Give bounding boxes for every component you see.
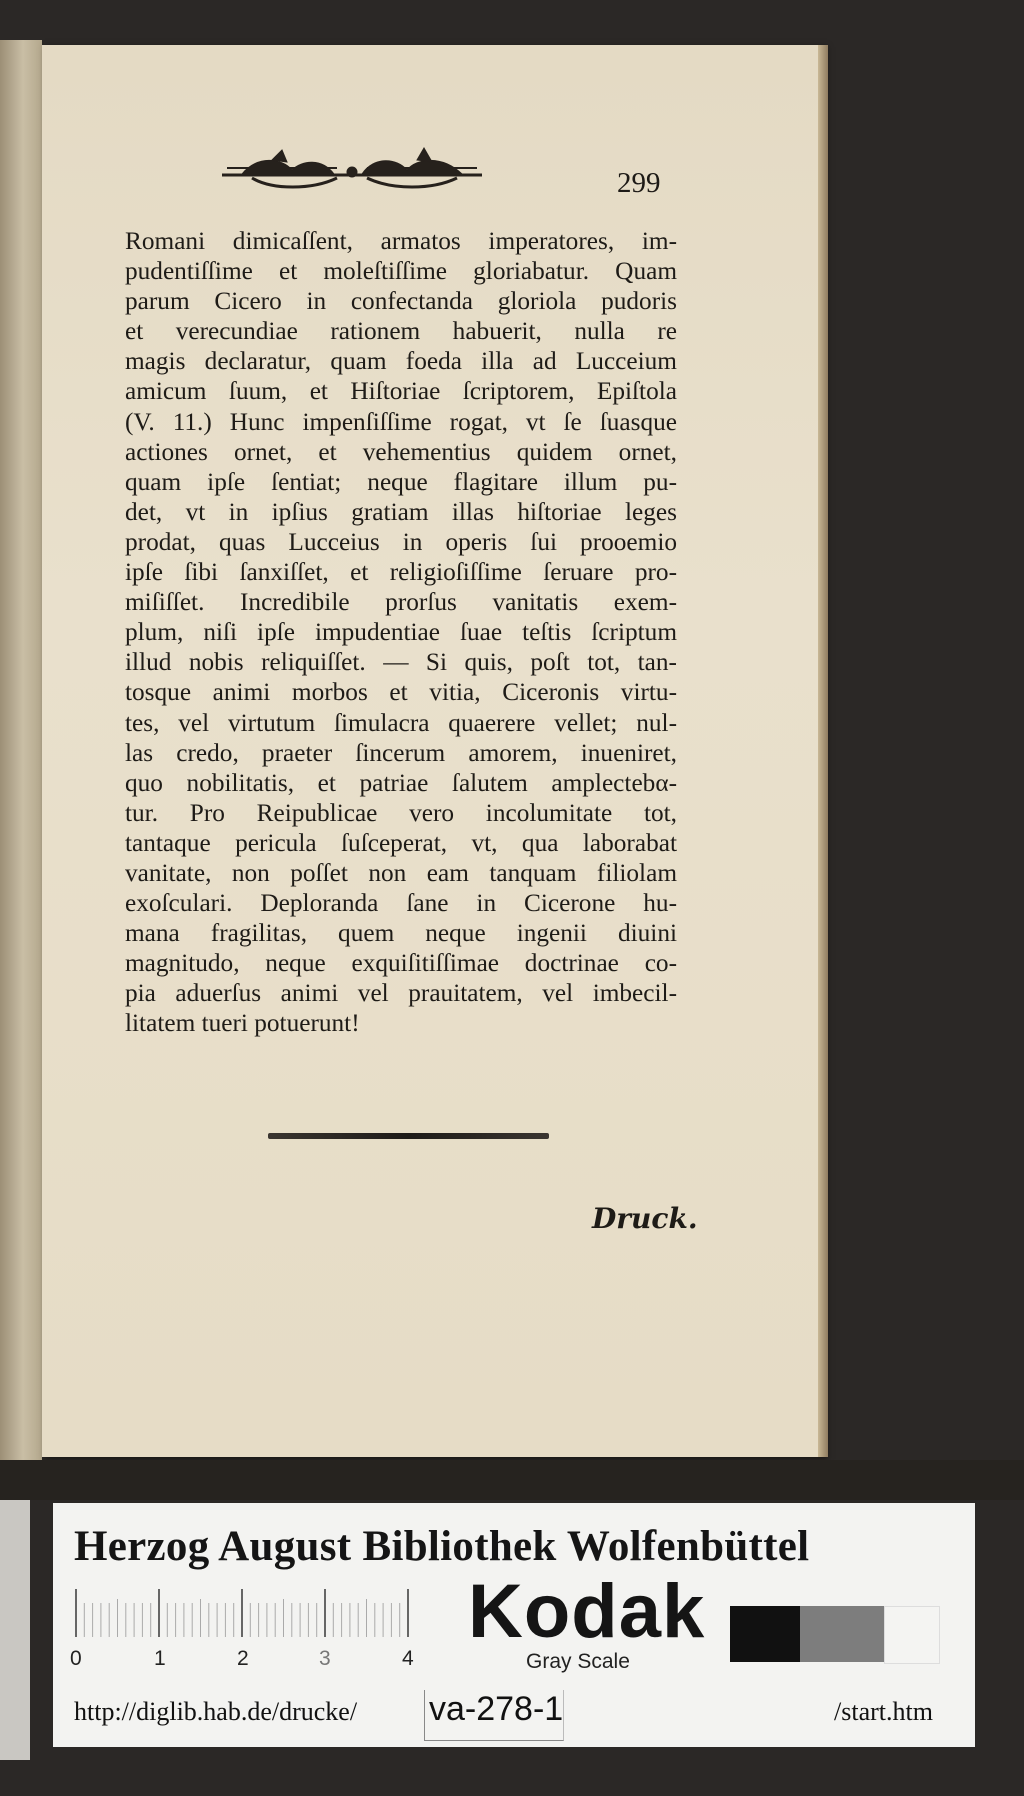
text-line: actiones ornet, et vehementius quidem ornet,	[125, 437, 677, 466]
ruler-label: 2	[237, 1647, 249, 1670]
page-number: 299	[617, 167, 661, 199]
ruler-label: 4	[402, 1647, 414, 1670]
text-line: tur. Pro Reipublicae vero incolumitate tot,	[125, 798, 677, 827]
text-line: tantaque pericula ſuſceperat, vt, qua laborabat	[125, 828, 677, 857]
text-line: ipſe ſibi ſanxiſſet, et religioſiſſime ſeruare pro-	[125, 558, 677, 587]
measurement-ruler	[74, 1585, 446, 1641]
text-line: miſiſſet. Incredibile prorſus vanitatis exem-	[125, 588, 677, 617]
text-line: litatem tueri potuerunt!	[125, 1009, 360, 1038]
facing-page-edge	[0, 40, 42, 1460]
shelfmark: va-278-1	[429, 1690, 564, 1728]
card-edge	[0, 1500, 30, 1760]
text-line: parum Cicero in confectanda gloriola pudoris	[125, 287, 677, 316]
text-line: amicum ſuum, et Hiſtoriae ſcriptorem, Epiſtola	[125, 377, 677, 406]
text-line: las credo, praeter ſincerum amorem, inueniret,	[125, 738, 677, 767]
printers-ornament	[212, 130, 492, 200]
kodak-logo: Kodak	[468, 1569, 706, 1654]
catchword: Druck.	[592, 1202, 698, 1235]
library-name: Herzog August Bibliothek Wolfenbüttel	[74, 1523, 810, 1570]
body-text	[125, 226, 677, 1039]
text-line: (V. 11.) Hunc impenſiſſime rogat, vt ſe ſuasque	[125, 407, 677, 436]
text-line: mana fragilitas, quem neque ingenii diuini	[125, 919, 677, 948]
ruler-label: 3	[319, 1647, 331, 1670]
scanner-background	[0, 1460, 1024, 1500]
text-line: vanitate, non poſſet non eam tanquam filiolam	[125, 858, 677, 887]
text-line: tes, vel virtutum ſimulacra quaerere vellet; nul-	[125, 708, 677, 737]
text-line: magnitudo, neque exquiſitiſſimae doctrinae co-	[125, 949, 677, 978]
url-prefix: http://diglib.hab.de/drucke/	[74, 1697, 358, 1726]
text-line: Romani dimicaſſent, armatos imperatores, im-	[125, 227, 677, 255]
text-line: pia aduerſus animi vel prauitatem, vel imbecil-	[125, 979, 677, 1008]
text-line: illud nobis reliquiſſet. — Si quis, poſt tot, tan-	[125, 648, 677, 677]
text-line: prodat, quas Lucceius in operis ſui prooemio	[125, 527, 677, 556]
text-line: quam ipſe ſentiat; neque flagitare illum pu-	[125, 467, 677, 496]
gray-swatch-black	[730, 1606, 800, 1662]
gray-swatch-mid	[800, 1606, 884, 1662]
url-suffix: /start.htm	[834, 1697, 933, 1726]
text-line: exoſculari. Deploranda ſane in Cicerone hu-	[125, 889, 677, 918]
text-line: det, vt in ipſius gratiam illas hiſtoriae leges	[125, 497, 677, 526]
text-line: magis declaratur, quam foeda illa ad Lucceium	[125, 347, 677, 376]
gray-scale-label: Gray Scale	[526, 1650, 630, 1673]
text-line: plum, niſi ipſe impudentiae ſuae teſtis ſcriptum	[125, 618, 677, 647]
text-line: et verecundiae rationem habuerit, nulla re	[125, 317, 677, 346]
text-line: quo nobilitatis, et patriae ſalutem amplectebα-	[125, 768, 677, 797]
text-line: tosque animi morbos et vitia, Ciceronis virtu-	[125, 678, 677, 707]
ruler-label: 1	[154, 1647, 166, 1670]
text-line: pudentiſſime et moleſtiſſime gloriabatur. Quam	[125, 257, 677, 286]
gray-swatch-white	[884, 1606, 940, 1664]
ruler-label: 0	[70, 1647, 82, 1670]
end-rule	[268, 1133, 549, 1139]
page-edge-shadow	[818, 45, 828, 1457]
